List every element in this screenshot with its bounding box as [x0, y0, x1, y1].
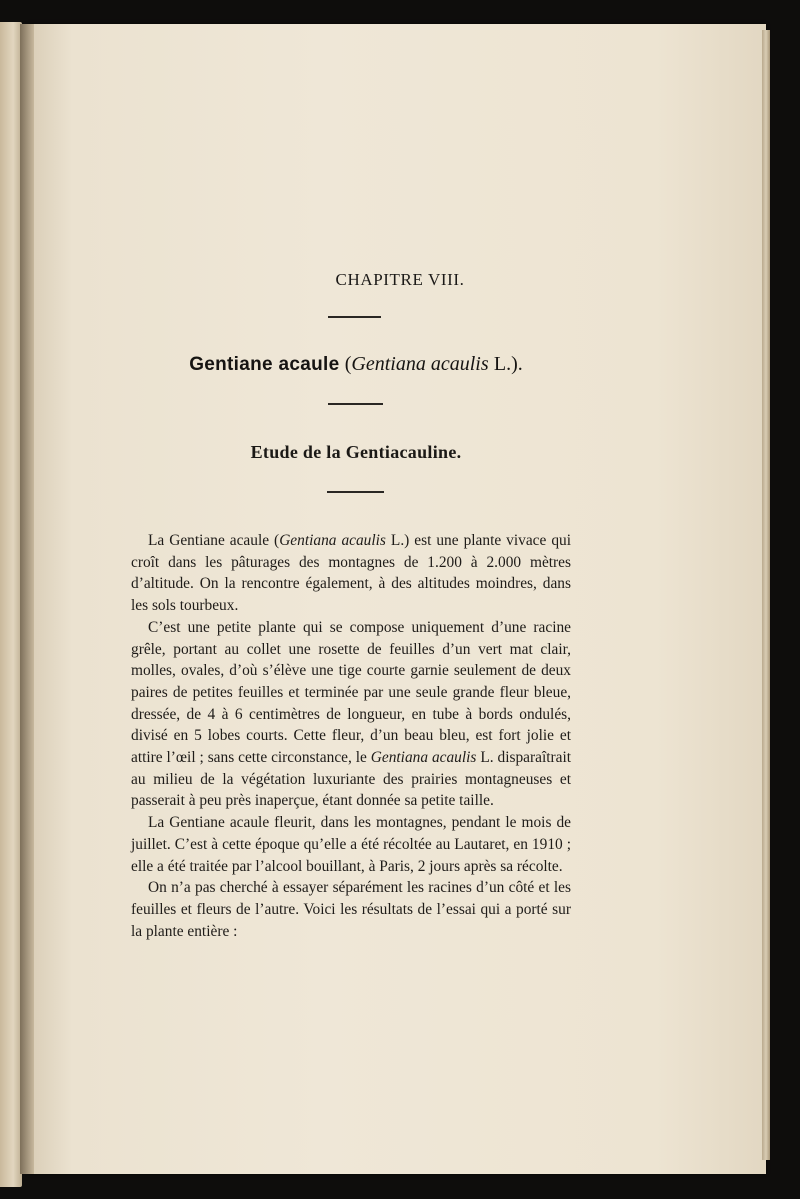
page-stack-edge [762, 30, 770, 1160]
divider-rule [327, 491, 384, 493]
title-paren-open: ( [344, 353, 352, 375]
divider-rule [328, 316, 381, 318]
title-main: Gentiane acaule [189, 354, 340, 375]
previous-page-edge [0, 22, 22, 1187]
chapter-heading: CHAPITRE VIII. [335, 270, 465, 289]
subsection-title: Etude de la Gentiacauline. [250, 442, 462, 462]
paragraph: On n’a pas cherché à essayer séparément les racines d’un côté et les feuilles et fleurs de l’autre. Voici les résultats de l’essai qui a porté sur la plante entière : [131, 879, 571, 940]
latin-name: Gentiana acaulis [370, 749, 477, 767]
book-gutter [20, 24, 34, 1174]
title-latin-name: Gentiana acaulis [351, 353, 489, 375]
paragraph: C’est une petite plante qui se compose uniquement d’une racine grêle, portant au collet une rosette de feuilles d’un vert mat clair, molles, ovales, d’où s’élève une tige courte garnie seulement de deux paires de petites feuilles et terminée par une seule grande fleur bleue, dressée, de 4 à 6 centimètres de longueur, en tube à bords ondulés, divisé en 5 lobes courts. Cette fleur, d’un beau bleu, est fort jolie et attire l’œil ; sans cette circonstance, le Gentiana acaulis L. disparaîtrait au milieu de la végétation luxuriante des prairies montagneuses et passerait à peu près inaperçue, étant donnée sa petite taille. [131, 618, 571, 810]
title-author: L.). [493, 353, 523, 375]
paragraph: La Gentiane acaule fleurit, dans les montagnes, pendant le mois de juillet. C’est à cette époque qu’elle a été récoltée au Lautaret, en 1910 ; elle a été traitée par l’alcool bouillant, à Paris, 2 jours après sa récolte. [131, 814, 571, 875]
latin-name: Gentiana acaulis [279, 532, 386, 549]
divider-rule [328, 403, 383, 405]
section-title [0, 353, 712, 376]
body-text [131, 530, 571, 942]
paragraph: La Gentiane acaule (Gentiana acaulis L.) est une plante vivace qui croît dans les pâturages des montagnes de 1.200 à 2.000 mètres d’altitude. On la rencontre également, à des altitudes moindres, dans les sols tourbeux. [131, 532, 571, 615]
